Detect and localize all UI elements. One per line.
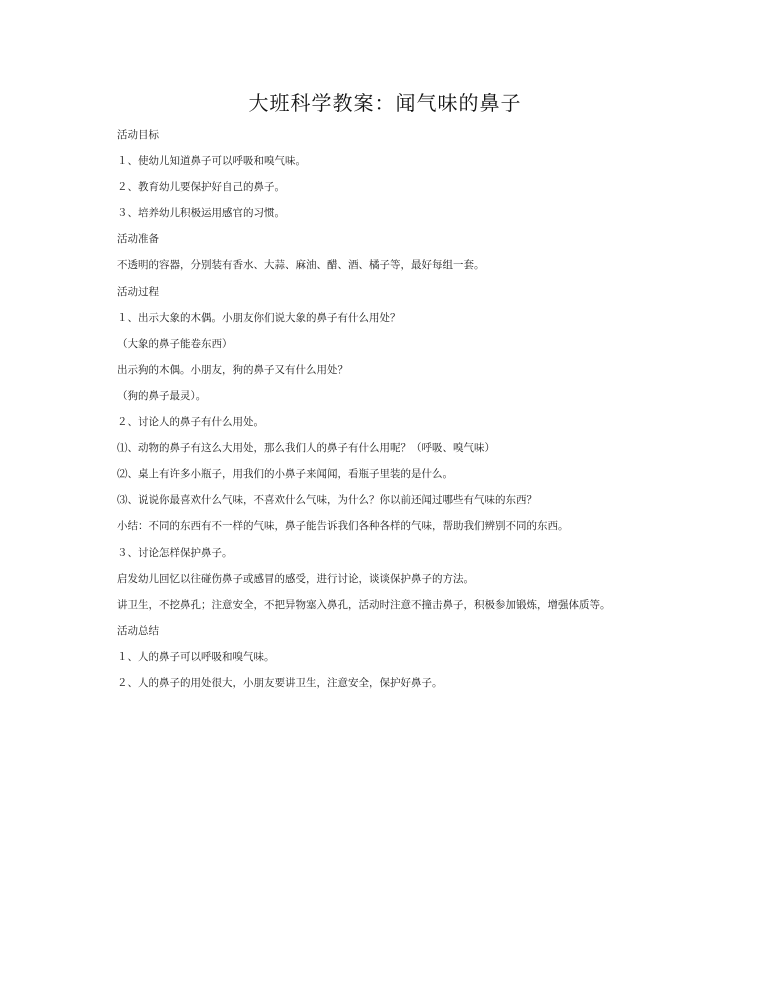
heading-activity-process: 活动过程 <box>117 285 159 298</box>
goal-item-2: ２、教育幼儿要保护好自己的鼻子。 <box>117 181 285 194</box>
document-body <box>117 122 657 696</box>
process-step-1: １、出示大象的木偶。小朋友你们说大象的鼻子有什么用处？ <box>117 311 401 324</box>
process-note-dog: （狗的鼻子最灵）。 <box>117 389 207 402</box>
process-substep-2: ⑵、桌上有许多小瓶子，用我们的小鼻子来闻闻，看瓶子里装的是什么。 <box>117 468 453 481</box>
process-step-3: ３、讨论怎样保护鼻子。 <box>117 546 233 559</box>
summary-item-2: ２、人的鼻子的用处很大，小朋友要讲卫生，注意安全，保护好鼻子。 <box>117 676 443 689</box>
process-step-2: ２、讨论人的鼻子有什么用处。 <box>117 416 264 429</box>
process-discussion: 启发幼儿回忆以往碰伤鼻子或感冒的感受，进行讨论，谈谈保护鼻子的方法。 <box>117 572 474 585</box>
process-protection-methods: 讲卫生，不挖鼻孔；注意安全，不把异物塞入鼻孔，活动时注意不撞击鼻子，积极参加锻炼，增强体质等。 <box>117 598 611 611</box>
preparation-text: 不透明的容器，分别装有香水、大蒜、麻油、醋、酒、橘子等，最好每组一套。 <box>117 259 485 272</box>
heading-activity-goals: 活动目标 <box>117 129 159 141</box>
process-summary: 小结：不同的东西有不一样的气味，鼻子能告诉我们各种各样的气味，帮助我们辨别不同的东西。 <box>117 520 569 533</box>
process-substep-1: ⑴、动物的鼻子有这么大用处，那么我们人的鼻子有什么用呢？（呼吸、嗅气味） <box>117 442 495 455</box>
goal-item-1: １、使幼儿知道鼻子可以呼吸和嗅气味。 <box>117 155 306 168</box>
summary-item-1: １、人的鼻子可以呼吸和嗅气味。 <box>117 650 275 663</box>
process-note-elephant: （大象的鼻子能卷东西） <box>117 337 233 350</box>
document-title: 大班科学教案：闻气味的鼻子 <box>248 91 522 115</box>
goal-item-3: ３、培养幼儿积极运用感官的习惯。 <box>117 207 285 220</box>
heading-activity-summary: 活动总结 <box>117 624 159 637</box>
heading-activity-preparation: 活动准备 <box>117 233 159 246</box>
process-substep-3: ⑶、说说你最喜欢什么气味，不喜欢什么气味，为什么？你以前还闻过哪些有气味的东西？ <box>117 494 537 507</box>
process-dog-puppet: 出示狗的木偶。小朋友，狗的鼻子又有什么用处？ <box>117 363 348 376</box>
